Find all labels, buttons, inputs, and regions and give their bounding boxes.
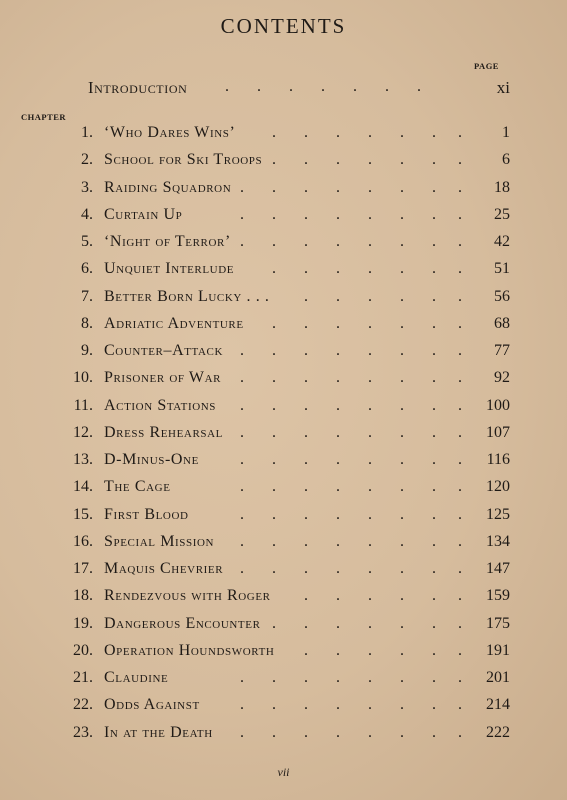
leader-dot: . [432, 260, 436, 278]
leader-dot: . [400, 287, 404, 305]
leader-dot: . [336, 696, 340, 714]
leader-dot: . [458, 233, 462, 250]
leader-dot: . [368, 723, 372, 741]
chapter-page: 68 [494, 314, 510, 332]
leader-dot: . [272, 369, 276, 387]
chapter-title: Adriatic Adventure [104, 314, 244, 332]
chapter-page: 159 [486, 587, 510, 605]
toc-entry [0, 179, 567, 206]
leader-dot: . [336, 723, 340, 741]
leader-dot: . [304, 560, 308, 577]
leader-dot: . [458, 423, 462, 441]
leader-dot: . [368, 124, 372, 141]
leader-dot: . [368, 641, 372, 659]
leader-dot: . [400, 178, 404, 196]
leader-dot: . [458, 178, 462, 196]
leader-dot: . [400, 124, 404, 141]
leader-dot: . [304, 587, 308, 605]
leader-dot: . [272, 178, 276, 196]
leader-dot: . [400, 669, 404, 686]
leader-dot: . [458, 669, 462, 686]
leader-dot: . [432, 342, 436, 359]
chapter-page: 51 [494, 260, 510, 278]
leader-dot: . [368, 423, 372, 441]
leader-dot: . [336, 205, 340, 223]
chapter-number: 20. [73, 641, 93, 659]
leader-dot: . [432, 451, 436, 468]
chapter-page: 134 [486, 532, 510, 550]
chapter-title: Rendezvous with Roger [104, 587, 271, 605]
leader-dot: . [272, 151, 276, 169]
leader-dot: . [432, 532, 436, 550]
chapter-number: 23. [73, 723, 93, 741]
chapter-page: 107 [486, 423, 510, 441]
leader-dot: . [304, 314, 308, 332]
leader-dot: . [432, 505, 436, 523]
leader-dot: . [368, 505, 372, 523]
leader-dot: . [304, 287, 308, 305]
leader-dot: . [368, 560, 372, 577]
leader-dot: . [368, 287, 372, 305]
leader-dot: . [400, 696, 404, 714]
toc-entry [0, 342, 567, 369]
chapter-page: 214 [486, 696, 510, 714]
leader-dot: . [304, 478, 308, 496]
leader-dot: . [336, 614, 340, 632]
leader-dot: . [304, 369, 308, 387]
chapter-title: ‘Night of Terror’ [104, 233, 231, 250]
chapter-number: 10. [73, 369, 93, 387]
chapter-number: 22. [73, 696, 93, 714]
leader-dot: . [336, 124, 340, 141]
leader-dot: . [400, 151, 404, 169]
toc-entry [0, 533, 567, 560]
chapter-number: 19. [73, 614, 93, 632]
toc-entry [0, 506, 567, 533]
leader-dot: . [400, 205, 404, 223]
leader-dot: . [432, 151, 436, 169]
leader-dot: . [400, 505, 404, 523]
leader-dot: . [432, 287, 436, 305]
leader-dot: . [400, 314, 404, 332]
leader-dot: . [240, 723, 244, 741]
leader-dot: . [336, 505, 340, 523]
leader-dot: . [368, 451, 372, 468]
leader-dot: . [368, 314, 372, 332]
toc-entry [0, 315, 567, 342]
toc-entry [0, 669, 567, 696]
toc-entry [0, 233, 567, 260]
leader-dot: . [458, 587, 462, 605]
leader-dot: . [458, 641, 462, 659]
leader-dot: . [368, 696, 372, 714]
leader-dot: . [240, 233, 244, 250]
chapter-title: School for Ski Troops [104, 151, 263, 169]
leader-dot: . [272, 260, 276, 278]
chapter-title: Counter–Attack [104, 342, 224, 359]
chapter-title: Unquiet Interlude [104, 260, 235, 278]
leader-dot: . [336, 587, 340, 605]
leader-dot: . [272, 124, 276, 141]
chapter-page: 120 [486, 478, 510, 496]
toc-entry [0, 151, 567, 178]
leader-dot: . [458, 478, 462, 496]
chapter-title: Action Stations [104, 396, 217, 414]
leader-dot: . [432, 233, 436, 250]
leader-dot: . [304, 532, 308, 550]
chapter-title: In at the Death [104, 723, 213, 741]
leader-dot: . [304, 723, 308, 741]
leader-dot: . [432, 205, 436, 223]
chapter-page: 201 [486, 669, 510, 686]
leader-dot: . [240, 451, 244, 468]
chapter-number: 17. [73, 560, 93, 577]
leader-dot: . [336, 478, 340, 496]
chapter-title: Better Born Lucky . . . [104, 287, 270, 305]
chapter-title: First Blood [104, 505, 189, 523]
leader-dot: . [336, 233, 340, 250]
leader-dot: . [400, 641, 404, 659]
toc-entry [0, 724, 567, 751]
leader-dot: . [400, 478, 404, 496]
toc-entry [0, 397, 567, 424]
leader-dot: . [432, 587, 436, 605]
leader-dot: . [240, 669, 244, 686]
leader-dot: . [240, 178, 244, 196]
chapter-number: 12. [73, 423, 93, 441]
leader-dot: . [336, 532, 340, 550]
leader-dot: . [272, 423, 276, 441]
leader-dot: . [336, 260, 340, 278]
leader-dot: . [432, 560, 436, 577]
leader-dot: . [304, 178, 308, 196]
leader-dot: . [272, 451, 276, 468]
leader-dot: . [304, 505, 308, 523]
leader-dot: . [240, 342, 244, 359]
leader-dot: . [400, 342, 404, 359]
leader-dot: . [336, 178, 340, 196]
leader-dot: . [368, 342, 372, 359]
leader-dot: . [432, 478, 436, 496]
leader-dot: . [368, 532, 372, 550]
leader-dot: . [400, 560, 404, 577]
introduction-title: Introduction [88, 78, 188, 97]
leader-dot: . [336, 369, 340, 387]
leader-dot: . [368, 396, 372, 414]
leader-dot: . [458, 396, 462, 414]
leader-dot: . [368, 178, 372, 196]
leader-dot: . [272, 205, 276, 223]
leader-dot: . [432, 614, 436, 632]
chapter-title: Maquis Chevrier [104, 560, 224, 577]
toc-entry [0, 369, 567, 396]
page-column-label: PAGE [474, 61, 499, 71]
chapter-title: Claudine [104, 669, 169, 686]
chapter-title: Dress Rehearsal [104, 423, 223, 441]
leader-dot: . [432, 369, 436, 387]
leader-dot: . [400, 723, 404, 741]
leader-dot: . [240, 396, 244, 414]
leader-dot: . [432, 696, 436, 714]
leader-dot: . [304, 205, 308, 223]
leader-dot: . [240, 560, 244, 577]
leader-dot: . [458, 723, 462, 741]
chapter-number: 15. [73, 505, 93, 523]
chapter-number: 13. [73, 451, 93, 468]
chapter-number: 18. [73, 587, 93, 605]
leader-dot: . [432, 396, 436, 414]
leader-dot: . [272, 505, 276, 523]
leader-dot: . [400, 423, 404, 441]
leader-dot: . [458, 532, 462, 550]
leader-dot: . [336, 314, 340, 332]
leader-dot: . [400, 532, 404, 550]
toc-entry [0, 615, 567, 642]
leader-dot: . [368, 587, 372, 605]
leader-dot: . [458, 369, 462, 387]
leader-dot: . [272, 669, 276, 686]
leader-dot: . [240, 696, 244, 714]
leader-dot: . [432, 423, 436, 441]
chapter-number: 5. [81, 233, 93, 250]
leader-dot: . [400, 587, 404, 605]
leader-dot: . [240, 205, 244, 223]
leader-dot: . [336, 451, 340, 468]
leader-dot: . [304, 696, 308, 714]
leader-dot: . [304, 451, 308, 468]
leader-dot: . [400, 396, 404, 414]
chapter-title: Dangerous Encounter [104, 614, 261, 632]
leader-dot: . [272, 723, 276, 741]
page-folio: vii [277, 765, 290, 779]
chapter-title: D-Minus-One [104, 451, 199, 468]
leader-dot: . [432, 641, 436, 659]
leader-dot: . [432, 124, 436, 141]
toc-entry [0, 696, 567, 723]
chapter-number: 14. [73, 478, 93, 496]
chapter-title: Odds Against [104, 696, 200, 714]
chapter-page: 42 [494, 233, 510, 250]
leader-dot: . [458, 287, 462, 305]
toc-entry [0, 451, 567, 478]
leader-dot: . [368, 478, 372, 496]
leader-dot: . [304, 260, 308, 278]
chapter-page: 6 [502, 151, 510, 169]
leader-dot: . [432, 178, 436, 196]
chapter-number: 11. [73, 396, 93, 414]
leader-dot: . [400, 369, 404, 387]
toc-entry [0, 642, 567, 669]
toc-entry [0, 124, 567, 151]
leader-dot: . [400, 451, 404, 468]
leader-dot: . [458, 342, 462, 359]
leader-dot: . [368, 233, 372, 250]
leader-dot: . [240, 505, 244, 523]
chapter-title: Special Mission [104, 532, 215, 550]
toc-entry [0, 560, 567, 587]
leader-dot: . [336, 342, 340, 359]
chapter-page: 1 [502, 124, 510, 141]
leader-dot: . [304, 669, 308, 686]
chapter-title: ‘Who Dares Wins’ [104, 124, 236, 141]
chapter-number: 4. [81, 205, 93, 223]
toc-entry [0, 288, 567, 315]
leader-dot: . [400, 260, 404, 278]
leader-dot: . [368, 369, 372, 387]
chapter-page: 25 [494, 205, 510, 223]
chapter-title: Curtain Up [104, 205, 183, 223]
chapter-title: The Cage [104, 478, 171, 496]
chapter-page: 147 [486, 560, 510, 577]
leader-dot: . [272, 696, 276, 714]
leader-dot: . [240, 478, 244, 496]
chapter-page: 222 [486, 723, 510, 741]
leader-dot: . [458, 505, 462, 523]
leader-dot: . [336, 151, 340, 169]
leader-dot: . [240, 423, 244, 441]
chapter-page: 125 [486, 505, 510, 523]
leader-dot: . [240, 532, 244, 550]
chapter-page: 18 [494, 178, 510, 196]
leader-dot: . [336, 641, 340, 659]
chapter-page: 175 [486, 614, 510, 632]
leader-dot: . [304, 124, 308, 141]
leader-dot: . [304, 396, 308, 414]
leader-dot: . [432, 723, 436, 741]
toc-entry [0, 478, 567, 505]
leader-dot: . [458, 124, 462, 141]
chapter-page: 100 [486, 396, 510, 414]
leader-dot: . [458, 205, 462, 223]
chapter-number: 16. [73, 532, 93, 550]
leader-dot: . [432, 669, 436, 686]
chapter-number: 2. [81, 151, 93, 169]
chapter-number: 6. [81, 260, 93, 278]
toc-entry [0, 424, 567, 451]
leader-dot: . [304, 641, 308, 659]
leader-dot: . [458, 260, 462, 278]
leader-dot: . [240, 369, 244, 387]
chapter-page: 191 [486, 641, 510, 659]
leader-dot: . [400, 614, 404, 632]
leader-dot: . [368, 669, 372, 686]
chapter-number: 8. [81, 314, 93, 332]
leader-dot: . [336, 287, 340, 305]
leader-dot: . [272, 314, 276, 332]
leader-dot: . [458, 151, 462, 169]
leader-dot: . [368, 614, 372, 632]
leader-dot: . [368, 260, 372, 278]
leader-dot: . [400, 233, 404, 250]
chapter-number: 21. [73, 669, 93, 686]
leader-dot: . [272, 478, 276, 496]
chapter-title: Operation Houndsworth [104, 641, 275, 659]
leader-dot: . [458, 696, 462, 714]
chapter-page: 56 [494, 287, 510, 305]
leader-dot: . [304, 423, 308, 441]
leader-dot: . [304, 342, 308, 359]
introduction-page: xi [496, 78, 510, 97]
toc-entry [0, 587, 567, 614]
leader-dot: . [272, 560, 276, 577]
chapter-title: Prisoner of War [104, 369, 222, 387]
leader-dots: . . . . . . . [225, 78, 421, 95]
leader-dot: . [304, 151, 308, 169]
leader-dot: . [336, 560, 340, 577]
leader-dot: . [458, 451, 462, 468]
leader-dot: . [432, 314, 436, 332]
chapter-number: 9. [81, 342, 93, 359]
leader-dot: . [272, 532, 276, 550]
leader-dot: . [458, 314, 462, 332]
leader-dot: . [368, 151, 372, 169]
toc-entry [0, 206, 567, 233]
leader-dot: . [336, 396, 340, 414]
leader-dot: . [272, 342, 276, 359]
leader-dot: . [304, 614, 308, 632]
leader-dot: . [458, 614, 462, 632]
leader-dot: . [304, 233, 308, 250]
chapter-page: 92 [494, 369, 510, 387]
chapter-number: 3. [81, 178, 93, 196]
chapter-number: 7. [81, 287, 93, 305]
leader-dot: . [272, 396, 276, 414]
introduction-row [0, 78, 567, 104]
chapter-page: 77 [494, 342, 510, 359]
leader-dot: . [458, 560, 462, 577]
chapter-title: Raiding Squadron [104, 178, 232, 196]
page-title: CONTENTS [220, 14, 347, 38]
leader-dot: . [336, 669, 340, 686]
chapter-number: 1. [81, 124, 93, 141]
leader-dot: . [272, 614, 276, 632]
toc-entry [0, 260, 567, 287]
leader-dot: . [336, 423, 340, 441]
chapter-page: 116 [486, 451, 510, 468]
leader-dot: . [368, 205, 372, 223]
leader-dot: . [272, 233, 276, 250]
chapter-column-label: CHAPTER [21, 112, 67, 122]
